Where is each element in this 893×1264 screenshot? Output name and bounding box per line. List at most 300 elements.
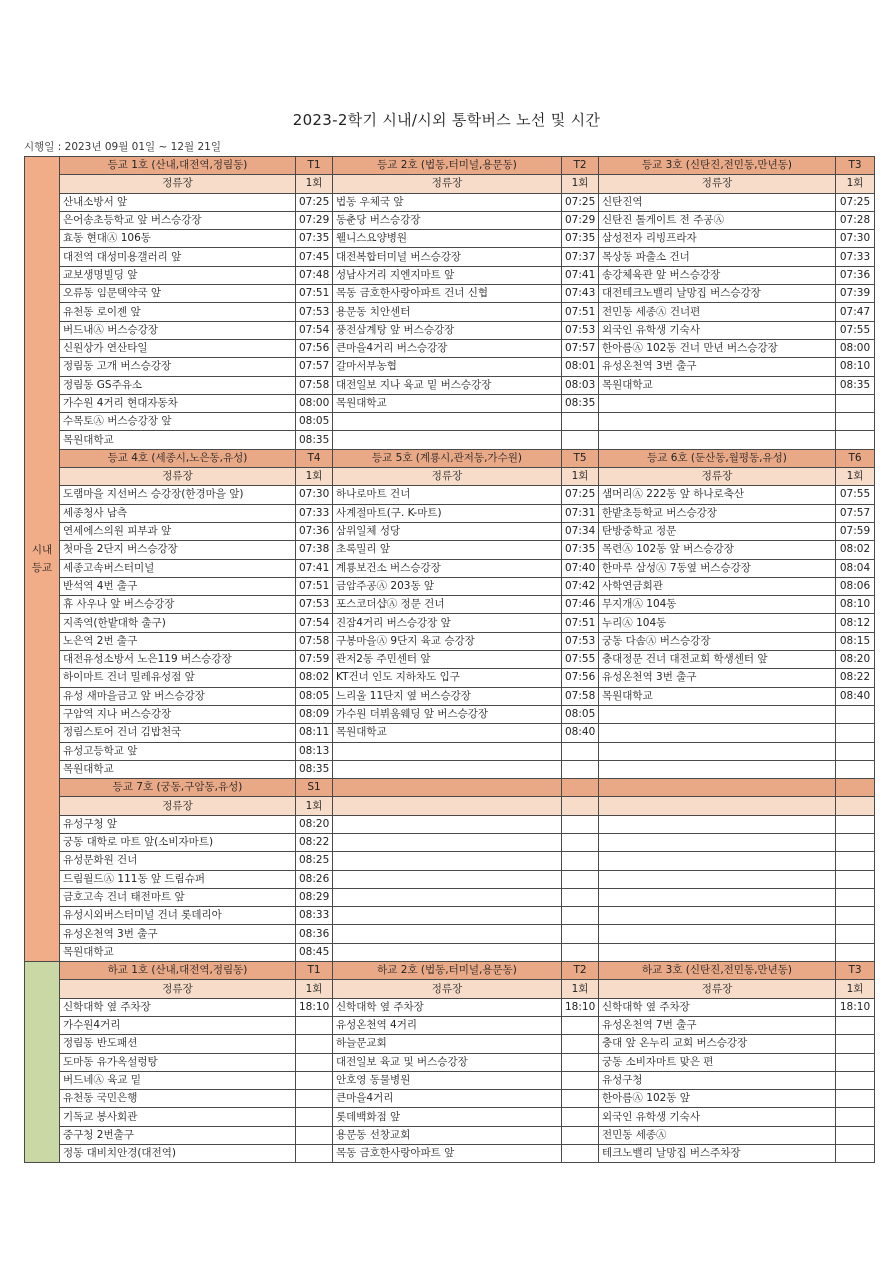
stop-name: 유성구청 (599, 1071, 836, 1089)
stop-name: 신학대학 옆 주차장 (60, 998, 296, 1016)
empty-cell (836, 833, 875, 851)
table-row (25, 541, 875, 559)
stop-column-header: 정류장 (60, 175, 296, 193)
empty-cell (333, 907, 562, 925)
departure-time: 08:06 (836, 577, 875, 595)
departure-time (836, 1126, 875, 1144)
departure-time: 07:51 (562, 303, 599, 321)
stop-name: 목원대학교 (333, 724, 562, 742)
table-row (25, 1145, 875, 1163)
table-row (25, 248, 875, 266)
departure-time: 07:25 (296, 193, 333, 211)
stop-name: 신학대학 옆 주차장 (599, 998, 836, 1016)
page-title: 2023-2학기 시내/시외 통학버스 노선 및 시간 (292, 111, 601, 129)
departure-time: 08:10 (836, 358, 875, 376)
departure-time: 08:35 (562, 394, 599, 412)
stop-name: 세종고속버스터미널 (60, 559, 296, 577)
table-row (25, 833, 875, 851)
empty-cell (333, 833, 562, 851)
stop-name: 대전테크노밸리 날망집 버스승강장 (599, 285, 836, 303)
stop-name: 유성온천역 3번 출구 (599, 358, 836, 376)
stop-name: 목원대학교 (333, 394, 562, 412)
stop-name: 유천동 국민은행 (60, 1090, 296, 1108)
empty-cell (836, 888, 875, 906)
stop-name: 한아름Ⓐ 102동 앞 (599, 1090, 836, 1108)
trip-column-header: 1회 (562, 175, 599, 193)
stop-name: 목동 금호한사랑아파트 건너 신협 (333, 285, 562, 303)
stop-name (599, 742, 836, 760)
departure-time: 07:48 (296, 266, 333, 284)
departure-time: 07:47 (836, 303, 875, 321)
route-code: T2 (562, 157, 599, 175)
trip-column-header: 1회 (296, 980, 333, 998)
stop-name: 세종청사 남측 (60, 504, 296, 522)
stop-name: 안호영 동물병원 (333, 1071, 562, 1089)
empty-cell (599, 907, 836, 925)
departure-time (562, 1071, 599, 1089)
departure-time: 08:09 (296, 705, 333, 723)
empty-cell (562, 907, 599, 925)
trip-column-header: 1회 (836, 175, 875, 193)
departure-time: 08:05 (562, 705, 599, 723)
departure-time (836, 394, 875, 412)
route-code: T1 (296, 157, 333, 175)
bus-schedule-table (24, 156, 875, 1163)
section-label-word: 시내 (31, 544, 53, 557)
departure-time: 08:20 (296, 815, 333, 833)
departure-time: 07:35 (562, 230, 599, 248)
stop-name: 하늘문교회 (333, 1035, 562, 1053)
route-name: 등교 2호 (법동,터미널,용문동) (333, 157, 562, 175)
departure-time (836, 1108, 875, 1126)
departure-time (296, 1053, 333, 1071)
stop-name: 가수원 4거리 현대자동차 (60, 394, 296, 412)
stop-name: 정림동 고개 버스승강장 (60, 358, 296, 376)
route-code: T3 (836, 157, 875, 175)
stop-name: 정림스토어 건너 김밥천국 (60, 724, 296, 742)
departure-time: 08:45 (296, 943, 333, 961)
route-name: 하교 2호 (법동,터미널,용문동) (333, 962, 562, 980)
empty-cell (562, 888, 599, 906)
stop-column-header: 정류장 (333, 980, 562, 998)
trip-column-header: 1회 (836, 468, 875, 486)
departure-time: 08:12 (836, 614, 875, 632)
stop-name: 유성온천역 7번 출구 (599, 1016, 836, 1034)
table-row (25, 651, 875, 669)
departure-time: 08:00 (296, 394, 333, 412)
table-row (25, 431, 875, 449)
departure-time: 18:10 (296, 998, 333, 1016)
stop-name: 큰마을4거리 (333, 1090, 562, 1108)
departure-time: 07:55 (836, 486, 875, 504)
stop-column-header: 정류장 (60, 980, 296, 998)
departure-time: 08:36 (296, 925, 333, 943)
departure-time: 07:41 (296, 559, 333, 577)
departure-time: 07:55 (562, 651, 599, 669)
departure-time (296, 1145, 333, 1163)
stop-name (333, 431, 562, 449)
departure-time (296, 1126, 333, 1144)
empty-cell (333, 815, 562, 833)
route-code: T4 (296, 449, 333, 467)
departure-time: 08:15 (836, 632, 875, 650)
departure-time (836, 413, 875, 431)
stop-name (599, 413, 836, 431)
departure-time: 08:10 (836, 596, 875, 614)
table-row (25, 687, 875, 705)
empty-cell (562, 833, 599, 851)
departure-time: 07:30 (296, 486, 333, 504)
stop-name: 유성온천역 4거리 (333, 1016, 562, 1034)
departure-time: 07:58 (296, 376, 333, 394)
stop-name (333, 760, 562, 778)
departure-time (562, 760, 599, 778)
departure-time: 07:53 (562, 632, 599, 650)
attend-block3-column-header-row (25, 797, 875, 815)
attend-block3-route-header-row (25, 779, 875, 797)
table-row (25, 632, 875, 650)
departure-time: 07:59 (296, 651, 333, 669)
departure-time: 07:56 (296, 339, 333, 357)
departure-time: 07:30 (836, 230, 875, 248)
departure-time (836, 1090, 875, 1108)
empty-header-cell (836, 779, 875, 797)
stop-name: 교보생명빌딩 앞 (60, 266, 296, 284)
stop-name: 신원상가 연산타일 (60, 339, 296, 357)
departure-time (836, 1053, 875, 1071)
departure-time (562, 1108, 599, 1126)
departure-time: 07:51 (296, 577, 333, 595)
route-code: T1 (296, 962, 333, 980)
empty-cell (599, 888, 836, 906)
stop-name: 하나로마트 건너 (333, 486, 562, 504)
departure-time: 07:42 (562, 577, 599, 595)
empty-cell (333, 943, 562, 961)
empty-cell (599, 925, 836, 943)
departure-time: 07:37 (562, 248, 599, 266)
stop-column-header: 정류장 (599, 468, 836, 486)
departure-time (562, 431, 599, 449)
departure-time: 07:35 (562, 541, 599, 559)
stop-name: 유성고등학교 앞 (60, 742, 296, 760)
stop-name: 첫마을 2단지 버스승강장 (60, 541, 296, 559)
departure-time (296, 1035, 333, 1053)
departure-time: 08:40 (836, 687, 875, 705)
stop-name: 풍전삼계탕 앞 버스승강장 (333, 321, 562, 339)
leave-block-route-header-row (25, 962, 875, 980)
empty-cell (562, 925, 599, 943)
stop-name: 정림동 반도패션 (60, 1035, 296, 1053)
stop-name: 목상동 파출소 건너 (599, 248, 836, 266)
stop-name: 갈마서부농협 (333, 358, 562, 376)
departure-time: 07:57 (836, 504, 875, 522)
departure-time: 07:54 (296, 321, 333, 339)
stop-column-header: 정류장 (333, 175, 562, 193)
stop-name: 지족역(한밭대학 출구) (60, 614, 296, 632)
stop-name: 드림월드Ⓐ 111동 앞 드림슈퍼 (60, 870, 296, 888)
stop-name: 충대정문 건너 대전교회 학생센터 앞 (599, 651, 836, 669)
empty-cell (599, 815, 836, 833)
stop-name: 한밭초등학교 버스승강장 (599, 504, 836, 522)
departure-time: 08:11 (296, 724, 333, 742)
table-row (25, 870, 875, 888)
table-row (25, 760, 875, 778)
table-row (25, 1016, 875, 1034)
stop-name: 반석역 4번 출구 (60, 577, 296, 595)
stop-name: 한아름Ⓐ 102동 건너 만년 버스승강장 (599, 339, 836, 357)
trip-column-header: 1회 (296, 468, 333, 486)
stop-name: 동춘당 버스승강장 (333, 211, 562, 229)
stop-name: 외국인 유학생 기숙사 (599, 321, 836, 339)
table-row (25, 614, 875, 632)
table-row (25, 413, 875, 431)
stop-name: 삼위일체 성당 (333, 522, 562, 540)
departure-time: 07:25 (562, 193, 599, 211)
departure-time: 07:56 (562, 669, 599, 687)
stop-name: 정동 대비치안경(대전역) (60, 1145, 296, 1163)
departure-time: 07:45 (296, 248, 333, 266)
table-row (25, 285, 875, 303)
departure-time: 08:04 (836, 559, 875, 577)
departure-time: 07:34 (562, 522, 599, 540)
departure-time (562, 1126, 599, 1144)
stop-name: 가수원4거리 (60, 1016, 296, 1034)
route-name: 등교 6호 (둔산동,월평동,유성) (599, 449, 836, 467)
departure-time: 07:55 (836, 321, 875, 339)
table-row (25, 577, 875, 595)
stop-name: 신탄진역 (599, 193, 836, 211)
table-row (25, 815, 875, 833)
table-row (25, 888, 875, 906)
stop-name: 무지개Ⓐ 104동 (599, 596, 836, 614)
route-code: T3 (836, 962, 875, 980)
stop-name: 큰마을4거리 버스승강장 (333, 339, 562, 357)
empty-header-cell (333, 797, 562, 815)
departure-time (562, 1035, 599, 1053)
route-name: 등교 7호 (궁동,구암동,유성) (60, 779, 296, 797)
stop-name: 진잠4거리 버스승강장 앞 (333, 614, 562, 632)
empty-cell (599, 833, 836, 851)
stop-name (599, 724, 836, 742)
stop-name: 사학연금회관 (599, 577, 836, 595)
stop-name: 궁동 대학로 마트 앞(소비자마트) (60, 833, 296, 851)
stop-name: 목동 금호한사랑아파트 앞 (333, 1145, 562, 1163)
trip-column-header: 1회 (836, 980, 875, 998)
departure-time (562, 1016, 599, 1034)
stop-name: 웰니스요양병원 (333, 230, 562, 248)
table-row (25, 998, 875, 1016)
table-row (25, 504, 875, 522)
stop-name: 전민동 세종Ⓐ (599, 1126, 836, 1144)
table-row (25, 394, 875, 412)
trip-column-header: 1회 (296, 797, 333, 815)
stop-name: 유성온천역 3번 출구 (60, 925, 296, 943)
empty-cell (333, 888, 562, 906)
stop-column-header: 정류장 (333, 468, 562, 486)
empty-cell (599, 852, 836, 870)
stop-name: 계룡보건소 버스승강장 (333, 559, 562, 577)
stop-name: 테크노밸리 날망집 버스주차장 (599, 1145, 836, 1163)
stop-name: 샘머리Ⓐ 222동 앞 하나로축산 (599, 486, 836, 504)
stop-name: 은어송초등학교 앞 버스승강장 (60, 211, 296, 229)
stop-name: 가수원 더뷔움웨딩 앞 버스승강장 (333, 705, 562, 723)
departure-time: 08:00 (836, 339, 875, 357)
stop-name: 궁동 소비자마트 맞은 편 (599, 1053, 836, 1071)
table-row (25, 1071, 875, 1089)
stop-name (599, 760, 836, 778)
departure-time: 07:59 (836, 522, 875, 540)
stop-name: KT건너 인도 지하차도 입구 (333, 669, 562, 687)
departure-time: 07:53 (562, 321, 599, 339)
stop-name: 정림동 GS주유소 (60, 376, 296, 394)
table-row (25, 1126, 875, 1144)
stop-name: 외국인 유학생 기숙사 (599, 1108, 836, 1126)
empty-cell (333, 925, 562, 943)
stop-name: 금호고속 건너 태전마트 앞 (60, 888, 296, 906)
stop-name: 유성구청 앞 (60, 815, 296, 833)
stop-name: 관저2동 주민센터 앞 (333, 651, 562, 669)
departure-time: 07:46 (562, 596, 599, 614)
effective-period: 시행일 : 2023년 09월 01일 ~ 12월 21일 (24, 141, 222, 153)
departure-time: 07:31 (562, 504, 599, 522)
departure-time (836, 431, 875, 449)
stop-name: 송강체육관 앞 버스승강장 (599, 266, 836, 284)
stop-name: 하이마트 건너 밀레유성점 앞 (60, 669, 296, 687)
departure-time: 07:41 (562, 266, 599, 284)
departure-time: 08:26 (296, 870, 333, 888)
table-row (25, 742, 875, 760)
empty-cell (333, 870, 562, 888)
route-code: T2 (562, 962, 599, 980)
empty-cell (562, 815, 599, 833)
departure-time (836, 1145, 875, 1163)
stop-name: 수목토Ⓐ 버스승강장 앞 (60, 413, 296, 431)
empty-cell (836, 925, 875, 943)
stop-name: 버드내Ⓐ 버스승강장 (60, 321, 296, 339)
route-code: T6 (836, 449, 875, 467)
departure-time: 08:33 (296, 907, 333, 925)
departure-time (836, 1035, 875, 1053)
stop-name: 탄방중학교 정문 (599, 522, 836, 540)
stop-name: 대전유성소방서 노은119 버스승강장 (60, 651, 296, 669)
departure-time: 08:25 (296, 852, 333, 870)
stop-name: 사계절마트(구. K-마트) (333, 504, 562, 522)
stop-column-header: 정류장 (60, 797, 296, 815)
stop-name: 효동 현대Ⓐ 106동 (60, 230, 296, 248)
stop-name: 느리울 11단지 옆 버스승강장 (333, 687, 562, 705)
stop-column-header: 정류장 (599, 980, 836, 998)
table-row (25, 559, 875, 577)
departure-time (562, 1090, 599, 1108)
route-name: 등교 5호 (계룡시,관저동,가수원) (333, 449, 562, 467)
stop-name: 유성시외버스터미널 건너 롯데리아 (60, 907, 296, 925)
departure-time: 07:51 (562, 614, 599, 632)
empty-cell (836, 943, 875, 961)
departure-time: 08:40 (562, 724, 599, 742)
departure-time (836, 724, 875, 742)
empty-cell (599, 870, 836, 888)
departure-time: 07:29 (562, 211, 599, 229)
empty-cell (562, 852, 599, 870)
stop-name: 유성 새마을금고 앞 버스승강장 (60, 687, 296, 705)
stop-name: 누리Ⓐ 104동 (599, 614, 836, 632)
table-row (25, 1108, 875, 1126)
trip-column-header: 1회 (562, 468, 599, 486)
stop-name: 버드네Ⓐ 육교 밑 (60, 1071, 296, 1089)
stop-name: 신학대학 옆 주차장 (333, 998, 562, 1016)
departure-time: 08:02 (296, 669, 333, 687)
table-row (25, 211, 875, 229)
stop-name: 구암역 지나 버스승강장 (60, 705, 296, 723)
empty-cell (836, 870, 875, 888)
stop-name: 신탄진 톨게이트 전 주공Ⓐ (599, 211, 836, 229)
stop-name (599, 394, 836, 412)
table-row (25, 596, 875, 614)
table-row (25, 1090, 875, 1108)
departure-time: 07:36 (296, 522, 333, 540)
route-name: 하교 3호 (신탄진,전민동,만년동) (599, 962, 836, 980)
empty-cell (836, 852, 875, 870)
stop-name: 도램마을 지선버스 승강장(한경마을 앞) (60, 486, 296, 504)
stop-name: 유성온천역 3번 출구 (599, 669, 836, 687)
table-row (25, 339, 875, 357)
empty-header-cell (599, 779, 836, 797)
stop-name: 목련Ⓐ 102동 앞 버스승강장 (599, 541, 836, 559)
stop-name: 금암주공Ⓐ 203동 앞 (333, 577, 562, 595)
table-row (25, 486, 875, 504)
table-row (25, 705, 875, 723)
empty-header-cell (333, 779, 562, 797)
departure-time (562, 1053, 599, 1071)
table-row (25, 321, 875, 339)
stop-name: 용문동 치안센터 (333, 303, 562, 321)
departure-time: 07:51 (296, 285, 333, 303)
departure-time: 08:03 (562, 376, 599, 394)
route-name: 등교 1호 (산내,대전역,정림동) (60, 157, 296, 175)
departure-time: 07:33 (296, 504, 333, 522)
departure-time: 07:43 (562, 285, 599, 303)
trip-column-header: 1회 (562, 980, 599, 998)
table-row (25, 230, 875, 248)
departure-time: 08:05 (296, 687, 333, 705)
attend-section-label (25, 157, 60, 962)
departure-time (836, 760, 875, 778)
table-row (25, 358, 875, 376)
table-row (25, 1035, 875, 1053)
stop-name: 유천동 로이젠 앞 (60, 303, 296, 321)
departure-time: 07:53 (296, 596, 333, 614)
stop-name (599, 705, 836, 723)
stop-name: 목원대학교 (599, 376, 836, 394)
empty-header-cell (836, 797, 875, 815)
table-row (25, 376, 875, 394)
departure-time: 18:10 (836, 998, 875, 1016)
attend-block2-column-header-row (25, 468, 875, 486)
stop-name: 유성문화원 건너 (60, 852, 296, 870)
table-row (25, 943, 875, 961)
departure-time: 07:29 (296, 211, 333, 229)
attend-block1-route-header-row (25, 157, 875, 175)
departure-time: 07:53 (296, 303, 333, 321)
attend-block2-route-header-row (25, 449, 875, 467)
trip-column-header: 1회 (296, 175, 333, 193)
route-name: 등교 3호 (신탄진,전민동,만년동) (599, 157, 836, 175)
departure-time: 08:29 (296, 888, 333, 906)
empty-cell (836, 815, 875, 833)
empty-cell (562, 870, 599, 888)
stop-name: 법동 우체국 앞 (333, 193, 562, 211)
stop-name: 기독교 봉사회관 (60, 1108, 296, 1126)
